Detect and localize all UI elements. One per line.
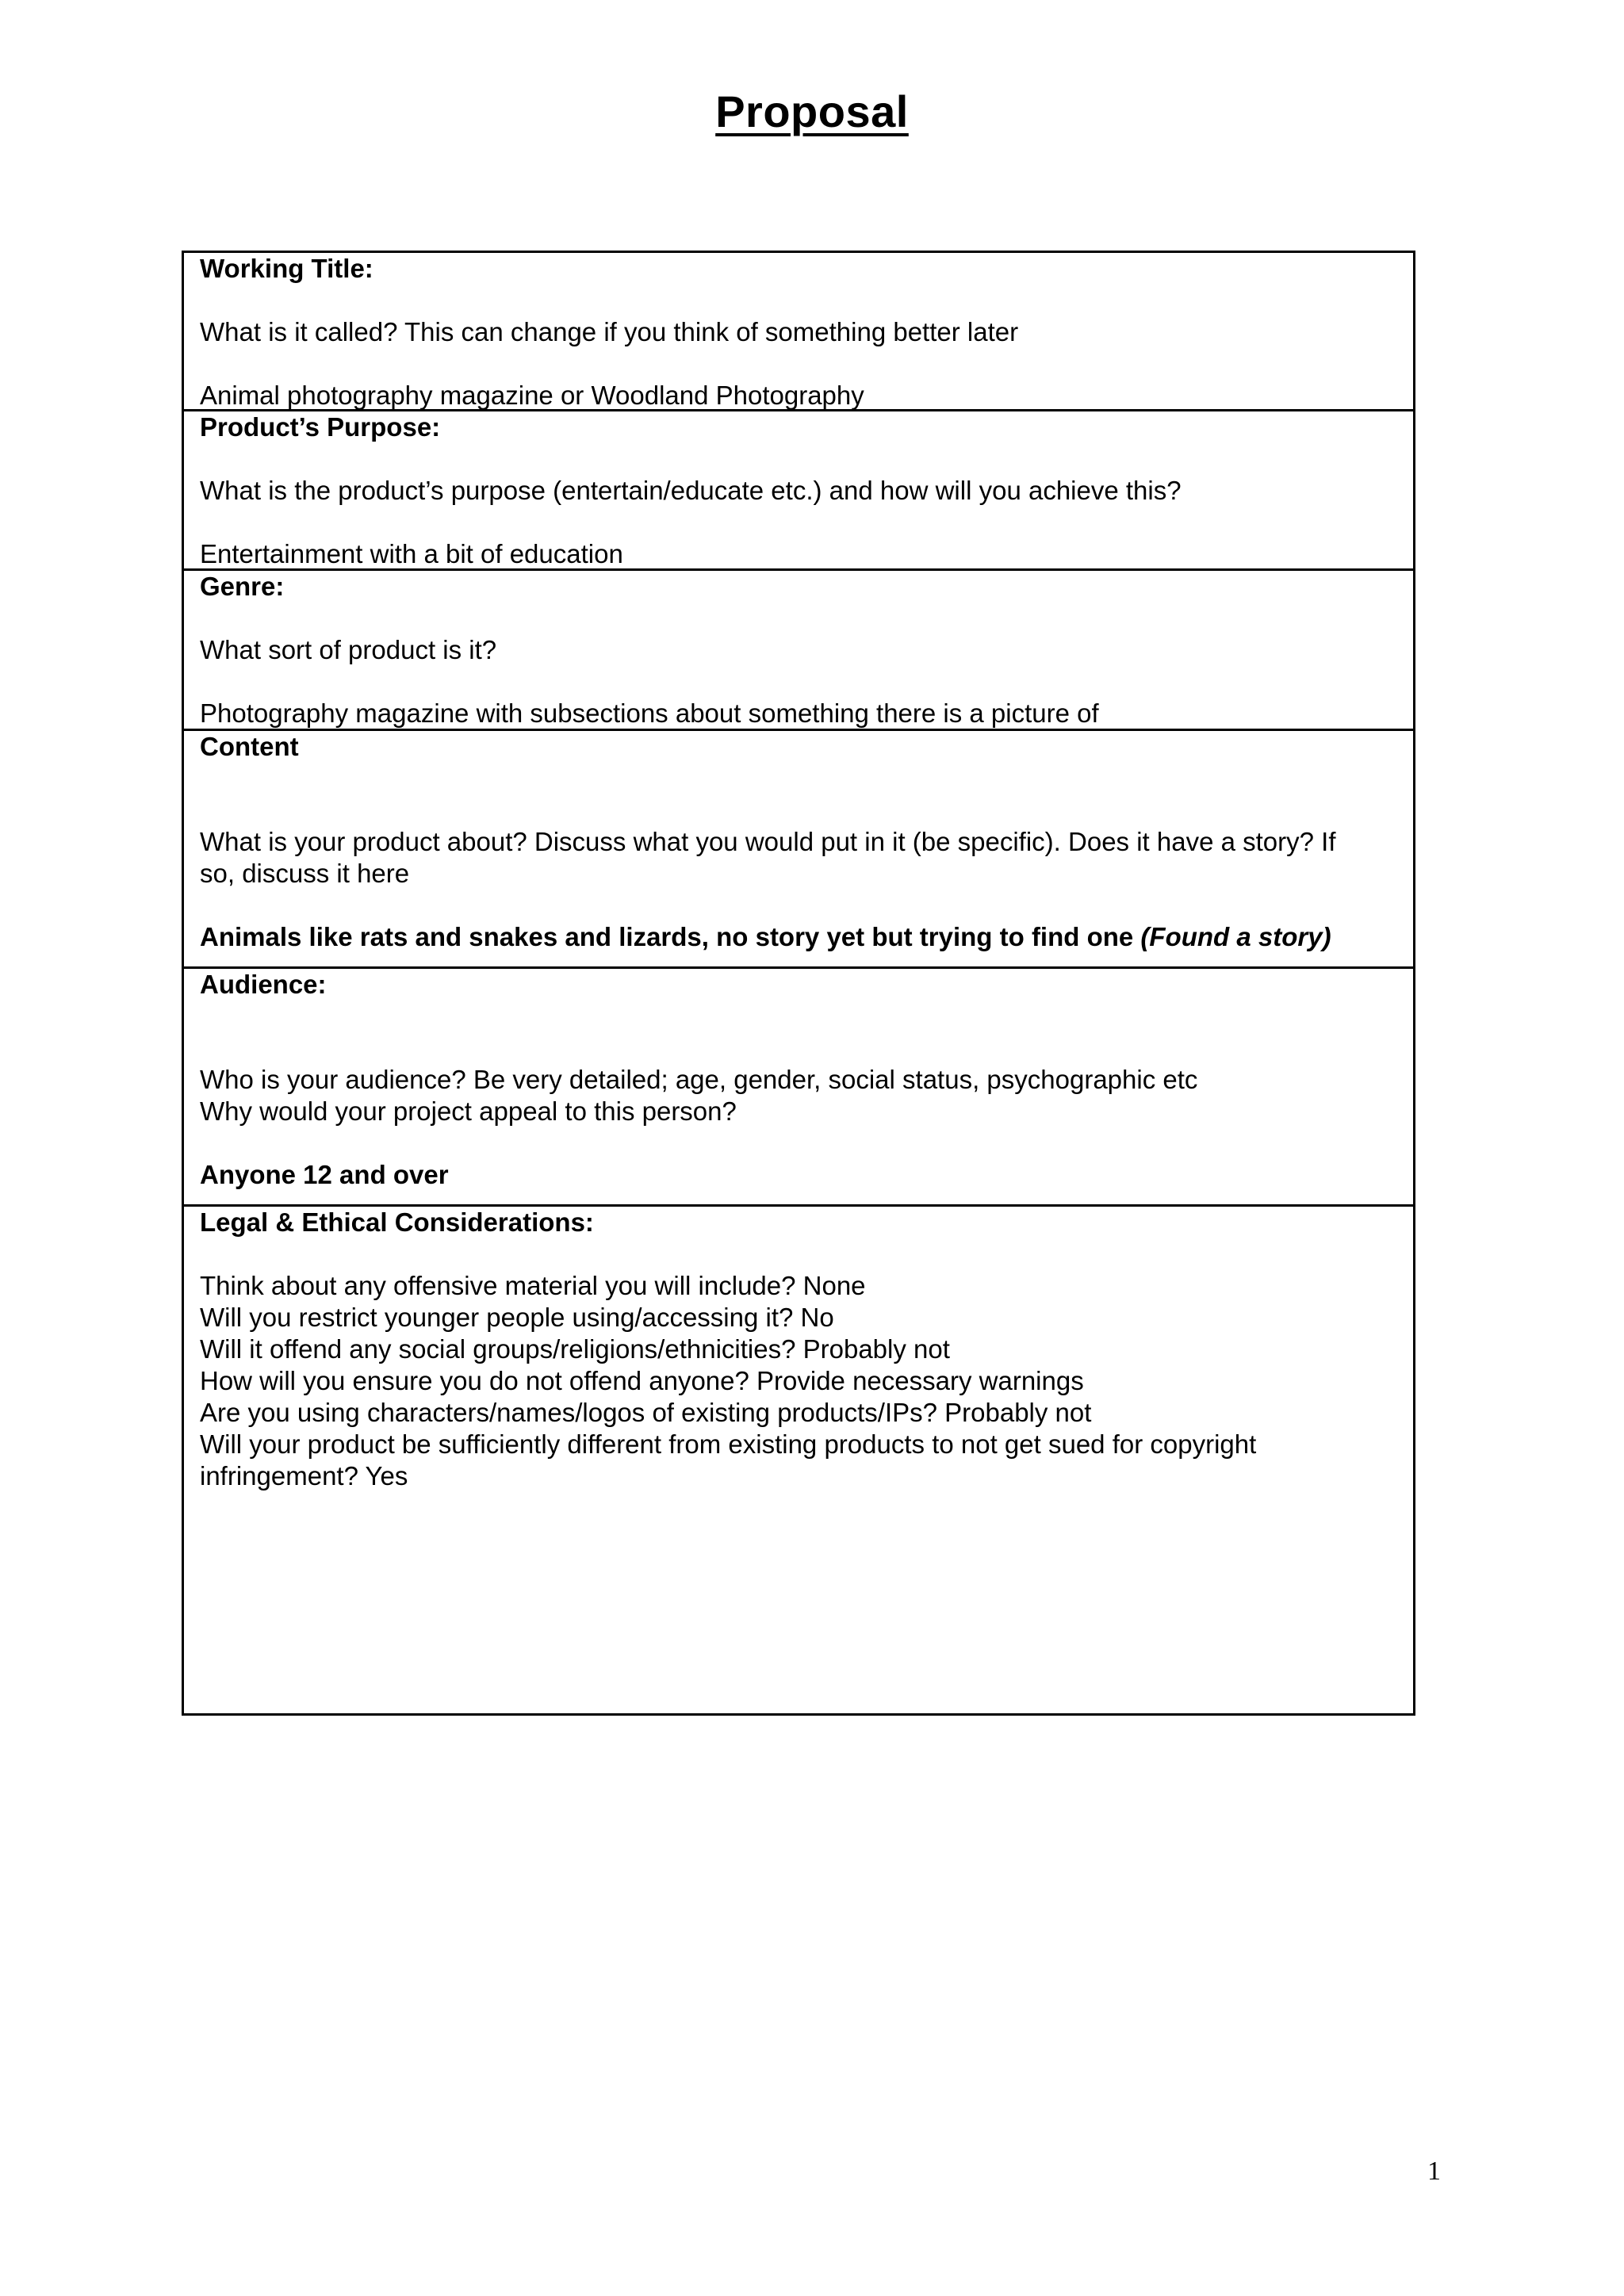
question-content-line-1: What is your product about? Discuss what you would put in it (be specific). Does it have a story? If	[200, 827, 1336, 856]
legal-line: infringement? Yes	[200, 1461, 408, 1490]
section-label-products-purpose: Product’s Purpose:	[200, 412, 441, 442]
answer-content-text: Animals like rats and snakes and lizards, no story yet but trying to find one	[200, 922, 1141, 951]
section-label-legal-ethical: Legal & Ethical Considerations:	[200, 1207, 594, 1237]
section-legal-ethical	[184, 1207, 1413, 1713]
section-content	[184, 731, 1413, 969]
section-label-audience: Audience:	[200, 970, 327, 999]
section-label-genre: Genre:	[200, 572, 285, 601]
answer-content-note: (Found a story)	[1140, 922, 1331, 951]
legal-line: Are you using characters/names/logos of existing products/IPs? Probably not	[200, 1398, 1092, 1427]
legal-line: Will it offend any social groups/religions/ethnicities? Probably not	[200, 1334, 950, 1364]
legal-line: Will you restrict younger people using/accessing it? No	[200, 1303, 834, 1332]
legal-line: How will you ensure you do not offend anyone? Provide necessary warnings	[200, 1366, 1084, 1395]
question-content-line-2: so, discuss it here	[200, 859, 410, 888]
answer-genre: Photography magazine with subsections about something there is a picture of	[200, 698, 1099, 728]
section-genre	[184, 571, 1413, 731]
answer-content	[200, 921, 1392, 953]
page-number: 1	[1427, 2156, 1441, 2186]
answer-products-purpose: Entertainment with a bit of education	[200, 539, 623, 568]
legal-line: Will your product be sufficiently different from existing products to not get sued for copyright	[200, 1429, 1257, 1459]
legal-line: Think about any offensive material you will include? None	[200, 1271, 866, 1300]
section-products-purpose	[184, 411, 1413, 571]
section-label-working-title: Working Title:	[200, 254, 373, 283]
section-audience	[184, 969, 1413, 1207]
section-label-content: Content	[200, 732, 299, 761]
proposal-form-table	[182, 251, 1415, 1716]
page-title: Proposal	[715, 86, 909, 136]
question-audience-line-1: Who is your audience? Be very detailed; age, gender, social status, psychographic etc	[200, 1065, 1198, 1094]
answer-audience: Anyone 12 and over	[200, 1160, 449, 1189]
question-working-title: What is it called? This can change if you think of something better later	[200, 317, 1019, 346]
section-working-title	[184, 253, 1413, 411]
question-genre: What sort of product is it?	[200, 635, 497, 664]
answer-working-title: Animal photography magazine or Woodland Photography	[200, 381, 864, 410]
question-audience-line-2: Why would your project appeal to this person?	[200, 1096, 737, 1126]
question-products-purpose: What is the product’s purpose (entertain/educate etc.) and how will you achieve this?	[200, 476, 1182, 505]
